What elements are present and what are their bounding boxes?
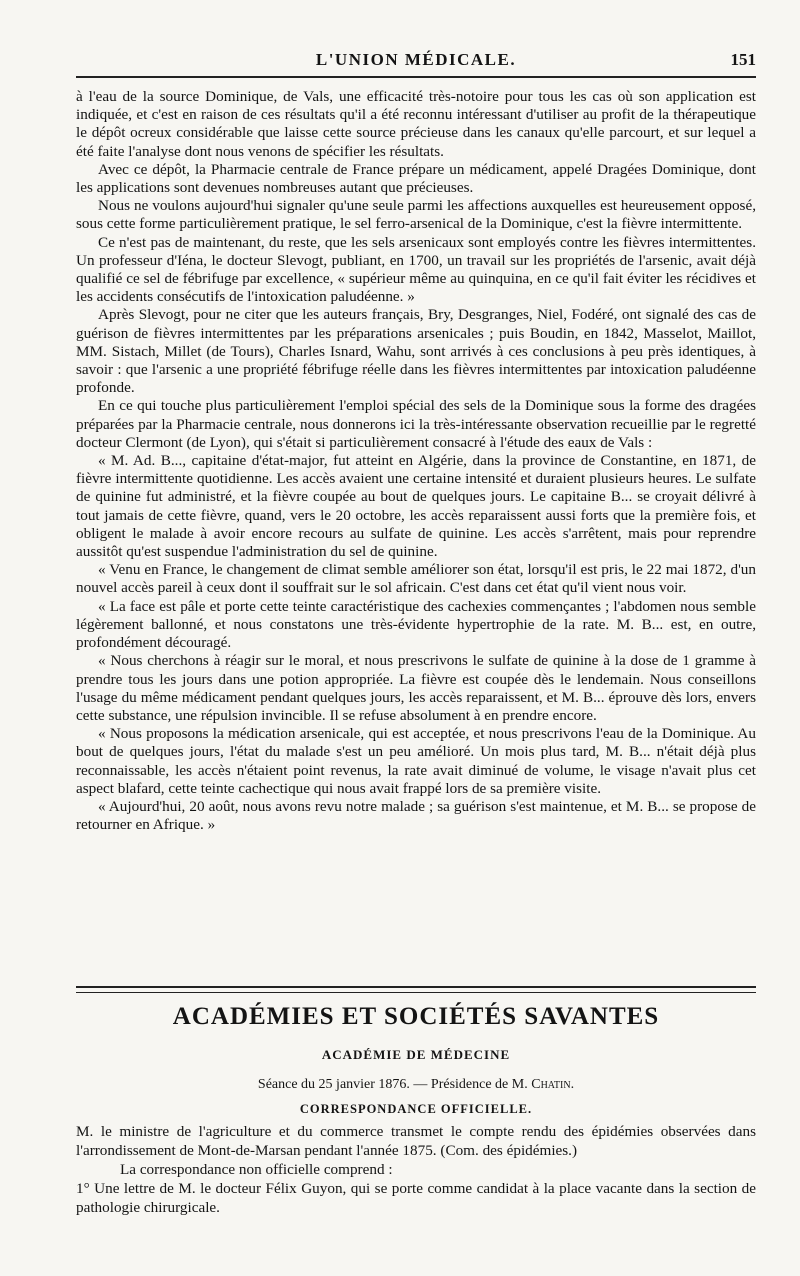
section-divider: [76, 986, 756, 993]
quoted-paragraph: « Nous proposons la médication arsenicale, qui est acceptée, et nous prescrivons l'eau de la Dominique. Au bout de quelques jours, l'état du malade s'est un peu amélioré. Un mois plus tard, M. B... n'était déjà plus reconnaissable, les accès n'étaient point revenus, la rate avait diminué de volume, le visage n'avait plus cet aspect blafard, cette teinte cachectique qui nous avait frappé lors de sa première visite.: [76, 725, 756, 797]
correspondence-heading: CORRESPONDANCE OFFICIELLE.: [299, 1102, 533, 1116]
session-end: .: [570, 1077, 575, 1092]
quoted-paragraph: « Aujourd'hui, 20 août, nous avons revu notre malade ; sa guérison s'est maintenue, et M. B... se propose de retourner en Afrique. »: [76, 797, 756, 834]
running-title: L'UNION MÉDICALE.: [315, 50, 517, 69]
quoted-paragraph: « Venu en France, le changement de climat semble améliorer son état, lorsqu'il est pris, le 22 mai 1872, d'un nouvel accès pareil à ceux dont il souffrait sur le sol africain. C'est dans cet état qu'il vient nous voir.: [76, 561, 756, 597]
header-rule: [76, 76, 756, 78]
section-subtitle: ACADÉMIE DE MÉDECINE: [321, 1047, 511, 1062]
paragraph: M. le ministre de l'agriculture et du commerce transmet le compte rendu des épidémies observées dans l'arrondissement de Mont-de-Marsan pendant l'année 1875. (Com. des épidémies.): [76, 1123, 756, 1159]
section-body: [76, 1122, 756, 1217]
academies-section: [76, 1000, 756, 1217]
paragraph: Avec ce dépôt, la Pharmacie centrale de France prépare un médicament, appelé Dragées Dominique, dont les applications sont devenues nombreuses autant que précieuses.: [76, 160, 756, 197]
article-body: [76, 88, 756, 834]
paragraph: à l'eau de la source Dominique, de Vals, une efficacité très-notoire pour tous les cas où son application est indiquée, et c'est en raison de ces résultats qu'il a été reconnu intéressant d'utiliser au profit de la thérapeutique le dépôt ocreux considérable que laisse cette source précieuse dans les canaux qu'elle parcourt, et sur lequel a été faite l'analyse dont nous venons de spécifier les résultats.: [76, 88, 756, 160]
paragraph: La correspondance non officielle comprend :: [120, 1161, 393, 1178]
paragraph: Ce n'est pas de maintenant, du reste, que les sels arsenicaux sont employés contre les fièvres intermittentes. Un professeur d'Iéna, le docteur Slevogt, publiant, en 1700, un travail sur les propriétés de l'arsenic, avait déjà qualifié ce sel de fébrifuge par excellence, « supérieur même au quinquina, en ce qu'il fait éviter les récidives et les accidents consécutifs de l'intoxication paludéenne. »: [76, 233, 756, 306]
page-header: [76, 48, 756, 74]
paragraph: 1° Une lettre de M. le docteur Félix Guyon, qui se porte comme candidat à la place vacante dans la section de pathologie chirurgicale.: [76, 1180, 756, 1216]
session-line: [76, 1076, 756, 1094]
paragraph: En ce qui touche plus particulièrement l'emploi spécial des sels de la Dominique sous la forme des dragées préparées par la Pharmacie centrale, nous donnerons ici la très-intéressante observation recueillie par le regretté docteur Clermont (de Lyon), qui s'était si particulièrement consacré à l'étude des eaux de Vals :: [76, 397, 756, 451]
president-name: Chatin: [531, 1077, 571, 1092]
paragraph: Après Slevogt, pour ne citer que les auteurs français, Bry, Desgranges, Niel, Fodéré, ont signalé des cas de guérison de fièvres intermittentes par les préparations arsenicales ; puis Boudin, en 1842, Masselot, Maillot, MM. Sistach, Millet (de Tours), Charles Isnard, Wahu, sont arrivés à ces conclusions à peu près identiques, à savoir : que l'arsenic a une propriété fébrifuge réelle dans les fièvres intermittentes par intoxication paludéenne profonde.: [76, 306, 756, 397]
quoted-paragraph: « M. Ad. B..., capitaine d'état-major, fut atteint en Algérie, dans la province de Constantine, en 1871, de fièvre intermittente quotidienne. Les accès avaient une certaine intensité et duraient plusieurs heures. Le sulfate de quinine fut administré, et la fièvre coupée au bout de quelques jours. Le capitaine B... se croyait délivré à tout jamais de cette fièvre, quand, vers le 20 octobre, les accès reparaissent aussi forts que la première fois, et obligent le malade à avoir encore recours au sulfate de quinine. Les accès s'arrêtent, mais pour reprendre aussitôt qu'est suspendue l'administration du sel de quinine.: [76, 452, 756, 561]
quoted-paragraph: « La face est pâle et porte cette teinte caractéristique des cachexies commençantes ; l'abdomen nous semble légèrement ballonné, et nous constatons une très-évidente hypertrophie de la rate. M. B... est, en outre, profondément découragé.: [76, 597, 756, 652]
session-text: Séance du 25 janvier 1876. — Présidence de M.: [257, 1077, 532, 1092]
section-title: ACADÉMIES ET SOCIÉTÉS SAVANTES: [172, 1003, 660, 1030]
quoted-paragraph: « Nous cherchons à réagir sur le moral, et nous prescrivons le sulfate de quinine à la dose de 1 gramme à prendre tous les jours dans une potion appropriée. La fièvre est coupée dès le lendemain. Nous conseillons l'usage du même médicament pendant quelques jours, les accès reparaissent, et M. B... éprouve dès lors, envers cette substance, une répulsion invincible. Il se refuse absolument à en prendre encore.: [76, 652, 756, 724]
page-number: 151: [730, 50, 756, 69]
paragraph: Nous ne voulons aujourd'hui signaler qu'une seule parmi les affections auxquelles est heureusement opposé, sous cette forme particulièrement pratique, le sel ferro-arsenical de la Dominique, c'est la fièvre intermittente.: [76, 197, 756, 233]
